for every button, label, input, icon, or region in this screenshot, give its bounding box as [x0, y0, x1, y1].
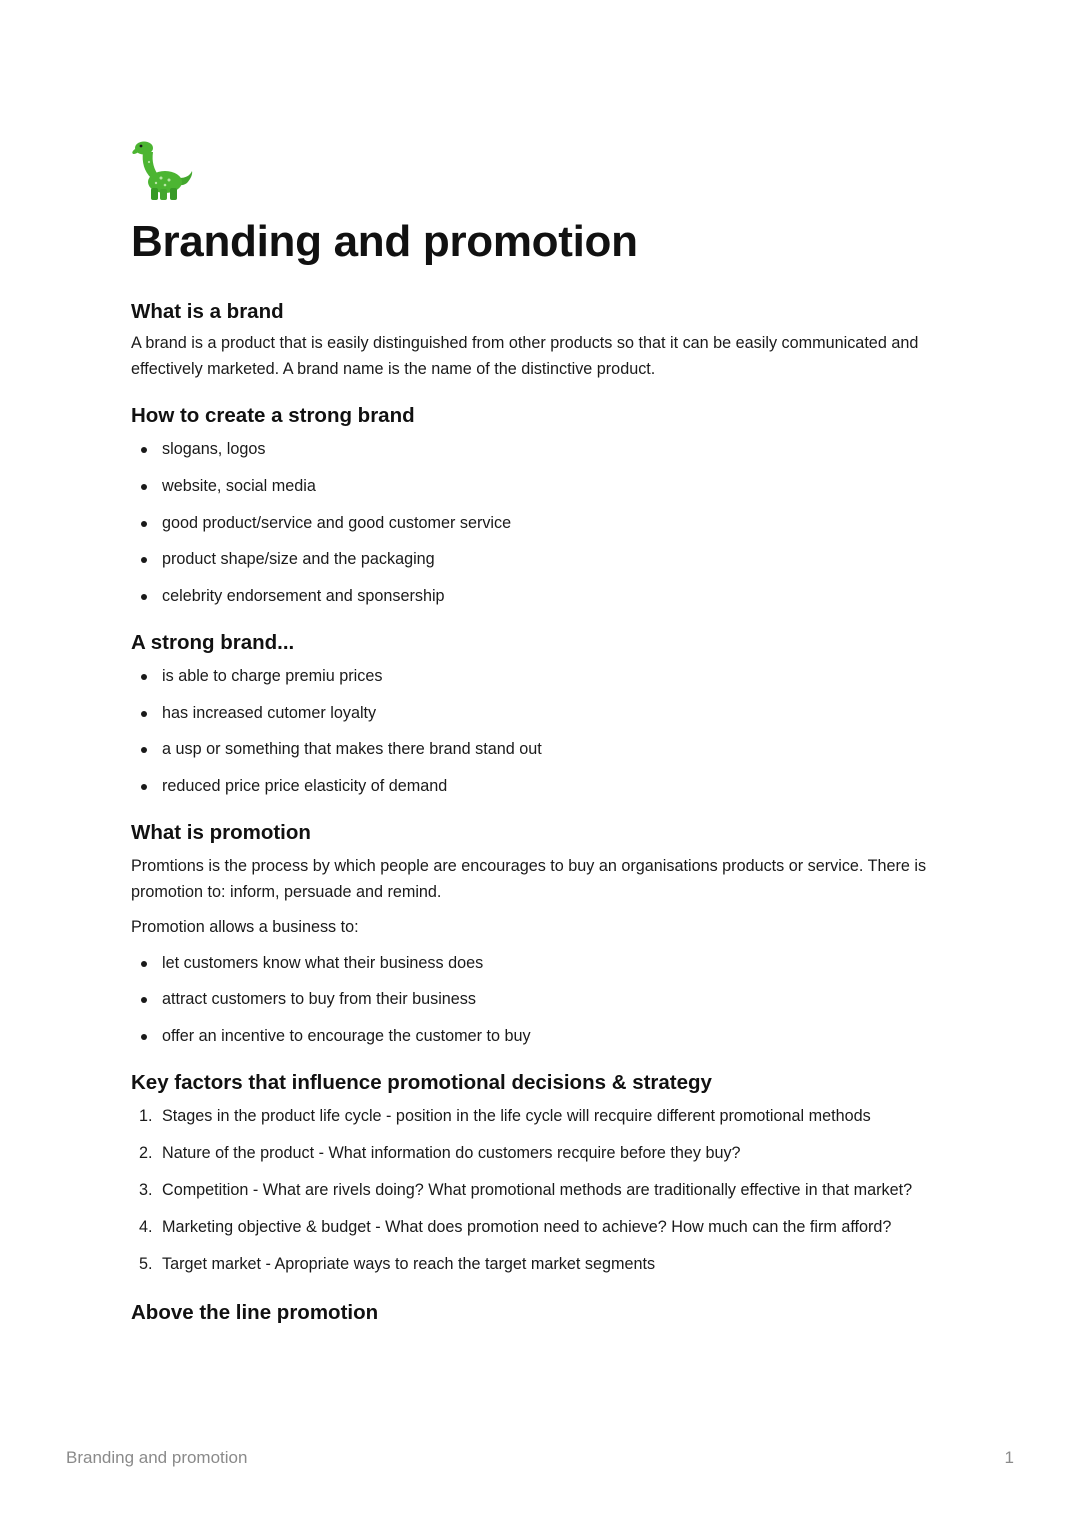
paragraph-promotion-definition: Promtions is the process by which people are encourages to buy an organisations products or service. There is promotion to: inform, persuade and remind. — [131, 856, 927, 901]
list-item: 5. Target market - Apropriate ways to reach the target market segments — [139, 1254, 656, 1273]
list-item: celebrity endorsement and sponsership — [131, 583, 961, 609]
list-item: 1. Stages in the product life cycle - position in the life cycle will recquire different promotional methods — [139, 1106, 871, 1125]
list-item: 3. Competition - What are rivels doing? What promotional methods are traditionally effective in that market? — [139, 1180, 913, 1199]
list-item: website, social media — [131, 473, 961, 499]
heading-key-factors: Key factors that influence promotional decisions & strategy — [131, 1070, 712, 1094]
paragraph-promotion-allows: Promotion allows a business to: — [131, 917, 359, 936]
list-item: good product/service and good customer service — [131, 510, 961, 536]
list-item: let customers know what their business does — [131, 950, 961, 976]
list-item: has increased cutomer loyalty — [131, 700, 961, 726]
heading-what-is-a-brand: What is a brand — [131, 300, 284, 323]
list-item: a usp or something that makes there brand stand out — [131, 736, 961, 762]
page-title: Branding and promotion — [131, 217, 638, 266]
document-page — [131, 138, 961, 1327]
footer-document-title: Branding and promotion — [66, 1448, 248, 1467]
list-item: product shape/size and the packaging — [131, 546, 961, 572]
list-promotion-allows — [131, 950, 961, 1049]
list-item: 4. Marketing objective & budget - What does promotion need to achieve? How much can the firm afford? — [139, 1217, 892, 1236]
heading-above-the-line: Above the line promotion — [131, 1300, 379, 1324]
heading-create-strong-brand: How to create a strong brand — [131, 404, 415, 427]
list-key-factors — [131, 1103, 961, 1277]
list-item: attract customers to buy from their business — [131, 986, 961, 1012]
list-item: offer an incentive to encourage the customer to buy — [131, 1023, 961, 1049]
list-create-strong-brand — [131, 436, 961, 609]
list-item: slogans, logos — [131, 436, 961, 462]
list-item: 2. Nature of the product - What information do customers recquire before they buy? — [139, 1143, 741, 1162]
list-item: is able to charge premiu prices — [131, 663, 961, 689]
sauropod-icon — [129, 138, 195, 202]
list-item: reduced price price elasticity of demand — [131, 773, 961, 799]
heading-a-strong-brand: A strong brand... — [131, 631, 295, 655]
heading-what-is-promotion: What is promotion — [131, 820, 311, 844]
footer-page-number: 1 — [1004, 1448, 1014, 1467]
paragraph-brand-definition: A brand is a product that is easily distinguished from other products so that it can be easily communicated and effectively marketed. A brand name is the name of the distinctive product. — [131, 334, 919, 378]
list-strong-brand — [131, 663, 961, 799]
